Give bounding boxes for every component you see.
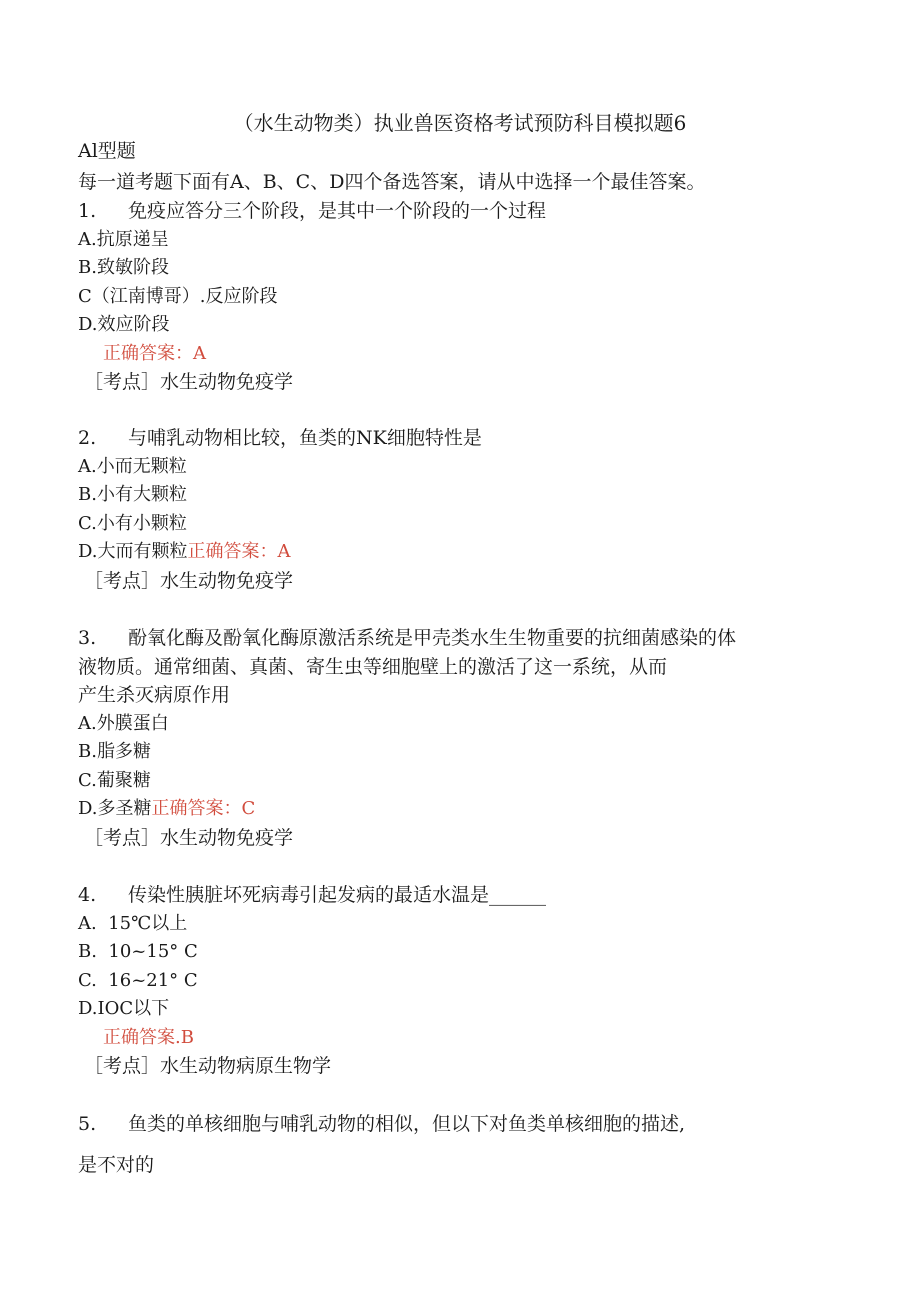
question-5-text-line-1: 鱼类的单核细胞与哺乳动物的相似，但以下对鱼类单核细胞的描述, (128, 1113, 686, 1135)
question-3-option-b: B.脂多糖 (78, 741, 151, 762)
question-4-stem (78, 881, 546, 909)
question-3-text-line-2: 液物质。通常细菌、真菌、寄生虫等细胞壁上的激活了这一系统，从而 (78, 656, 668, 678)
question-3-text-line-1: 酚氧化酶及酚氧化酶原激活系统是甲壳类水生生物重要的抗细菌感染的体 (128, 627, 737, 649)
question-2-option-d: D.大而有颗粒 (78, 541, 188, 562)
question-5-text-line-2: 是不对的 (78, 1154, 155, 1176)
question-2-option-c: C.小有小颗粒 (78, 513, 187, 534)
question-4-option-a: A. 15℃以上 (78, 913, 188, 934)
question-4-point: ［考点］水生动物病原生物学 (84, 1055, 332, 1077)
question-3-number: 3. (78, 627, 97, 649)
question-3-text-line-3: 产生杀灭病原作用 (78, 684, 231, 706)
question-5-stem (78, 1110, 685, 1138)
question-3-answer: 正确答案：C (151, 798, 256, 819)
question-4-option-b: B. 10~15° C (78, 941, 198, 962)
question-1-answer: 正确答案：A (103, 343, 206, 364)
instruction-text: 每一道考题下面有A、B、C、D四个备选答案，请从中选择一个最佳答案。 (78, 171, 706, 193)
question-4-answer: 正确答案.B (103, 1027, 194, 1048)
question-2-option-b: B.小有大颗粒 (78, 484, 187, 505)
question-4-text: 传染性胰脏坏死病毒引起发病的最适水温是______ (128, 884, 547, 906)
document-title: （水生动物类）执业兽医资格考试预防科目模拟题6 (233, 111, 687, 135)
question-2-text: 与哺乳动物相比较，鱼类的NK细胞特性是 (128, 427, 482, 449)
question-3-stem (78, 624, 736, 652)
question-1-option-a: A.抗原递呈 (78, 229, 169, 250)
question-3-point: ［考点］水生动物免疫学 (84, 827, 294, 849)
section-heading: Al型题 (78, 140, 136, 162)
question-2-option-a: A.小而无颗粒 (78, 456, 187, 477)
question-4-number: 4. (78, 884, 97, 906)
question-1-option-b: B.致敏阶段 (78, 257, 169, 278)
question-1-number: 1. (78, 200, 97, 222)
question-1-option-d: D.效应阶段 (78, 314, 170, 335)
question-4-option-c: C. 16~21° C (78, 970, 198, 991)
question-5-number: 5. (78, 1113, 97, 1135)
question-3-option-d: D.多圣糖 (78, 798, 152, 819)
question-2-stem (78, 424, 482, 452)
question-1-stem (78, 197, 546, 225)
question-3-option-c: C.葡聚糖 (78, 770, 151, 791)
question-1-option-c: C（江南博哥）.反应阶段 (78, 286, 278, 307)
question-1-text: 免疫应答分三个阶段，是其中一个阶段的一个过程 (128, 200, 547, 222)
question-2-option-d-row (78, 538, 291, 566)
question-2-number: 2. (78, 427, 97, 449)
question-3-option-a: A.外膜蛋白 (78, 713, 169, 734)
question-2-answer: 正确答案：A (187, 541, 291, 562)
question-3-option-d-row (78, 795, 255, 823)
question-4-option-d: D.IOC以下 (78, 998, 170, 1019)
question-1-point: ［考点］水生动物免疫学 (84, 371, 294, 393)
question-2-point: ［考点］水生动物免疫学 (84, 570, 294, 592)
